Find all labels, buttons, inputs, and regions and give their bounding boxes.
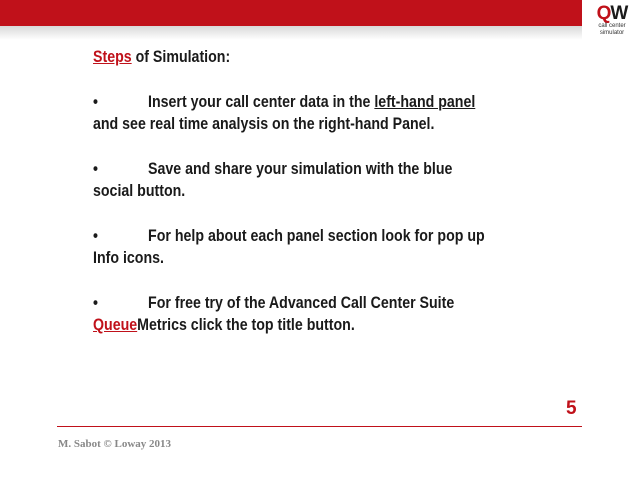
banner-shadow [0, 26, 582, 40]
logo-line-2: simulator [599, 30, 625, 36]
bullet-3-text: For help about each panel section look for pop up Info icons. [93, 227, 485, 267]
bullet-1-text-b: and see real time analysis on the right-hand Panel. [93, 115, 435, 133]
bullet-4-text-a: For free try of the Advanced Call Center Suite [148, 294, 455, 312]
footer-copyright: M. Sabot © Loway 2013 [58, 438, 172, 450]
footer-divider [57, 426, 582, 427]
slide-content [93, 46, 493, 359]
heading-accent: Steps [93, 48, 132, 66]
heading-rest: of Simulation: [131, 48, 231, 66]
page-number: 5 [566, 398, 577, 419]
qw-logo [590, 4, 634, 44]
bullet-marker: • [93, 93, 98, 111]
bullet-1-text-a: Insert your call center data in the [148, 93, 375, 111]
logo-w: W [610, 3, 628, 24]
logo-line-1: call center [598, 23, 626, 29]
logo-mark [590, 4, 634, 23]
logo-q: Q [596, 3, 611, 24]
bullet-item-4 [93, 292, 493, 336]
top-banner-bar [0, 0, 582, 26]
bullet-marker: • [93, 160, 98, 178]
bullet-4-text-b: Metrics click the top title button. [137, 316, 355, 334]
bullet-item-2 [93, 158, 493, 202]
bullet-2-text: Save and share your simulation with the blue social button. [93, 160, 453, 200]
queue-accent: Queue [93, 316, 138, 334]
bullet-marker: • [93, 294, 98, 312]
bullet-item-1 [93, 91, 493, 135]
bullet-item-3 [93, 225, 493, 269]
left-hand-panel-link[interactable]: left-hand panel [374, 93, 476, 111]
bullet-marker: • [93, 227, 98, 245]
slide-heading [93, 46, 493, 68]
